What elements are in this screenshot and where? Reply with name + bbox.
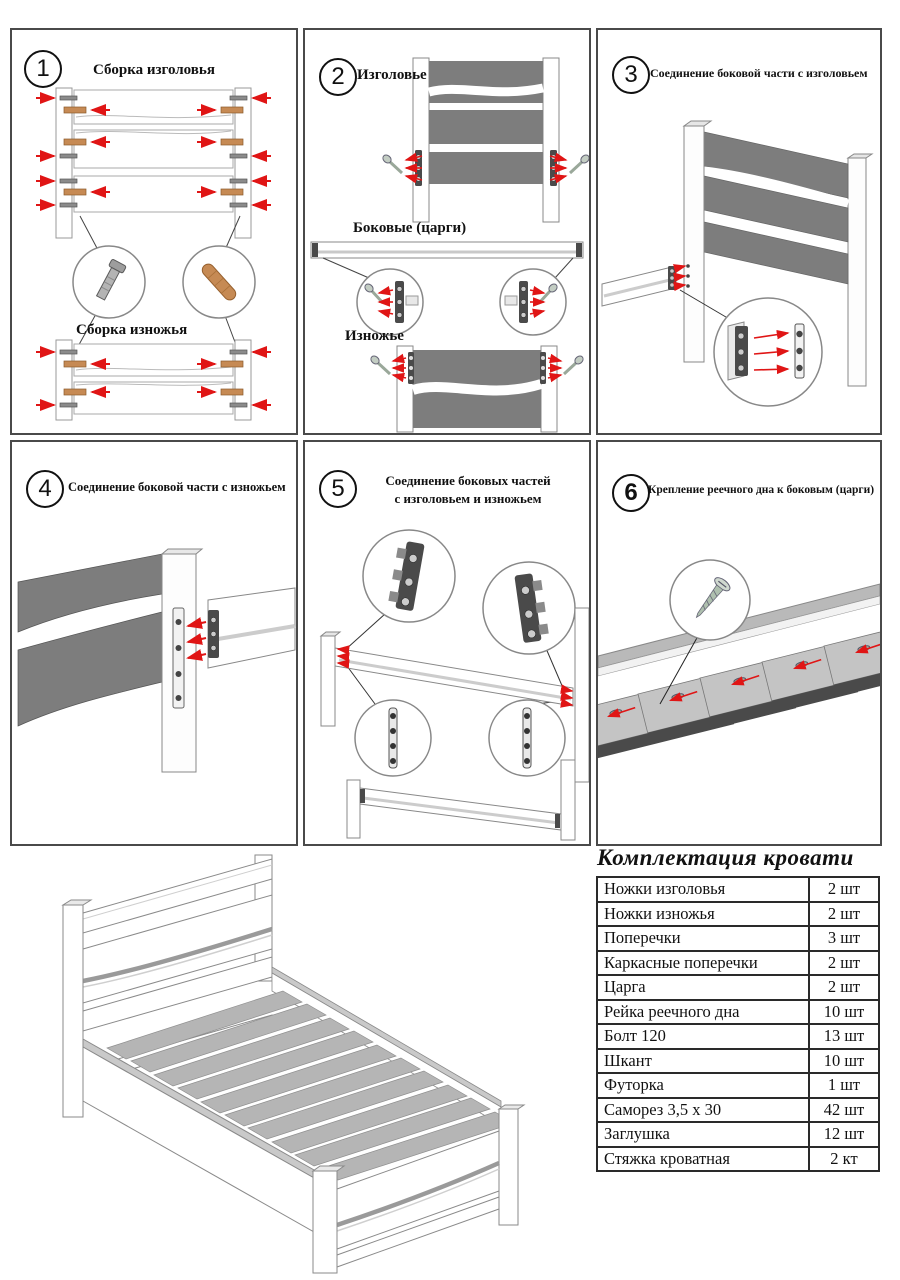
pin-plate-icon: [173, 608, 184, 708]
table-row: [597, 1073, 879, 1098]
panel-step-3: [596, 28, 882, 435]
step-title: Соединение боковой части с изголовьем: [650, 66, 868, 80]
headboard-assembly-title: Сборка изголовья: [93, 62, 215, 78]
table-row: [597, 1147, 879, 1172]
table-row: [597, 1024, 879, 1049]
part-qty: 2 шт: [809, 902, 879, 927]
step-number: 3: [624, 61, 638, 88]
step-number: 1: [36, 55, 50, 82]
headboard-footboard-schematic: [12, 30, 296, 433]
step-number-circle: [319, 58, 357, 96]
table-row: [597, 902, 879, 927]
step-number-circle: [319, 470, 357, 508]
table-row: [597, 975, 879, 1000]
step-number: 4: [38, 475, 52, 502]
panel-step-6: [596, 440, 882, 846]
step-number: 5: [331, 475, 345, 502]
table-row: [597, 877, 879, 902]
table-row: [597, 1000, 879, 1025]
part-name: Стяжка кроватная: [597, 1147, 809, 1172]
part-qty: 2 шт: [809, 975, 879, 1000]
part-name: Рейка реечного дна: [597, 1000, 809, 1025]
title-line-2: с изголовьем и изножьем: [394, 491, 542, 506]
part-qty: 2 шт: [809, 877, 879, 902]
part-name: Саморез 3,5 х 30: [597, 1098, 809, 1123]
part-qty: 42 шт: [809, 1098, 879, 1123]
assembled-bed-drawing: [25, 853, 590, 1280]
part-name: Футорка: [597, 1073, 809, 1098]
step-number-circle: [612, 474, 650, 512]
step-number-circle: [26, 470, 64, 508]
table-row: [597, 1122, 879, 1147]
bracket-plate-icon: [728, 322, 748, 380]
footboard-assembly-title: Сборка изножья: [76, 322, 188, 338]
part-name: Поперечки: [597, 926, 809, 951]
step-number: 2: [331, 63, 345, 90]
parts-table-title: Комплектация кровати: [597, 845, 854, 870]
part-name: Царга: [597, 975, 809, 1000]
step-title: Соединение боковой части с изножьем: [68, 480, 286, 494]
panel-step-5: [303, 440, 591, 846]
bracket-plate-icon: [208, 610, 219, 658]
part-qty: 3 шт: [809, 926, 879, 951]
pin-plate-icon: [523, 708, 531, 768]
part-name: Болт 120: [597, 1024, 809, 1049]
part-name: Ножки изголовья: [597, 877, 809, 902]
part-qty: 10 шт: [809, 1049, 879, 1074]
step-title: [365, 472, 571, 508]
panel-step-2: [303, 28, 591, 435]
title-line-1: Соединение боковых частей: [385, 473, 551, 488]
side-rails-label: Боковые (царги): [353, 220, 467, 236]
table-row: [597, 1049, 879, 1074]
part-qty: 2 кт: [809, 1147, 879, 1172]
part-qty: 2 шт: [809, 951, 879, 976]
part-name: Каркасные поперечки: [597, 951, 809, 976]
part-qty: 10 шт: [809, 1000, 879, 1025]
part-name: Ножки изножья: [597, 902, 809, 927]
pin-plate-icon: [389, 708, 397, 768]
headboard-label: Изголовье: [357, 67, 427, 83]
step-title: Крепление реечного дна к боковым (царги): [648, 484, 875, 496]
step-number-circle: [612, 56, 650, 94]
panel-step-1: [10, 28, 298, 435]
table-row: [597, 926, 879, 951]
footboard-label: Изножье: [345, 328, 404, 344]
part-qty: 12 шт: [809, 1122, 879, 1147]
part-name: Шкант: [597, 1049, 809, 1074]
panel-step-4: [10, 440, 298, 846]
part-name: Заглушка: [597, 1122, 809, 1147]
part-qty: 13 шт: [809, 1024, 879, 1049]
table-row: [597, 951, 879, 976]
parts-table: [596, 876, 880, 1172]
part-qty: 1 шт: [809, 1073, 879, 1098]
table-row: [597, 1098, 879, 1123]
step-number: 6: [624, 479, 638, 506]
pin-plate-icon: [795, 324, 804, 378]
